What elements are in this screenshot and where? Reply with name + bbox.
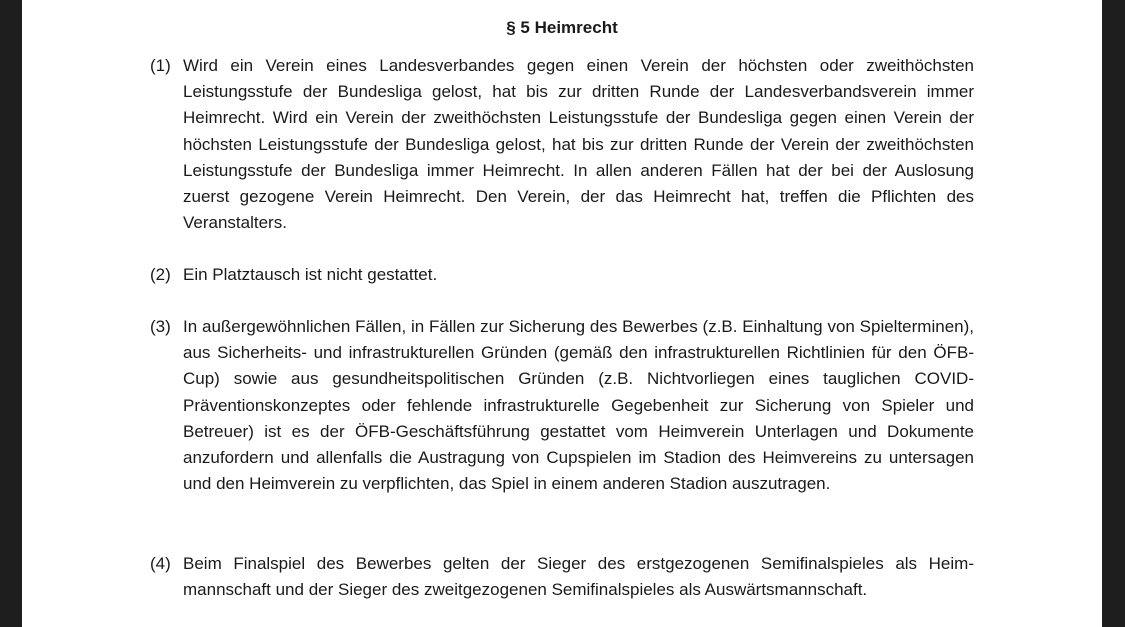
paragraph-4 <box>150 551 974 603</box>
paragraph-1 <box>150 53 974 236</box>
paragraph-number: (1) <box>150 56 171 75</box>
paragraph-2 <box>150 262 974 288</box>
paragraph-number: (4) <box>150 554 171 573</box>
paragraph-number: (2) <box>150 265 171 284</box>
paragraph-number: (3) <box>150 317 171 336</box>
paragraph-text: In außergewöhnlichen Fällen, in Fällen zur Sicherung des Bewerbes (z.B. Einhaltung von Spielterminen), aus Sicherheits- und infrastrukturellen Gründen (gemäß den infrastrukturellen Richtlinien für den ÖFB-Cup) sowie aus gesundheitspolitischen Gründen (z.B. Nichtvorliegen eines tauglichen COVID-Präventionskonzeptes oder fehlende infrastrukturelle Gegebenheit zur Sicherung von Spieler und Betreuer) ist es der ÖFB-Geschäftsführung gestattet vom Heimverein Unterlagen und Dokumente anzufordern und allenfalls die Austragung von Cupspielen im Stadion des Heimvereins zu untersagen und den Heimverein zu verpflichten, das Spiel in einem anderen Stadion auszutragen. <box>183 317 974 494</box>
paragraph-3 <box>150 314 974 497</box>
section-heading: § 5 Heimrecht <box>506 18 618 37</box>
paragraph-text: Beim Finalspiel des Bewerbes gelten der Sieger des erstgezogenen Semifinalspieles als Heimmannschaft und der Sieger des zweitgezogenen Semifinalspieles als Auswärtsmannschaft. <box>183 554 974 600</box>
paragraph-text: Wird ein Verein eines Landesverbandes gegen einen Verein der höchsten oder zweithöchsten Leistungsstufe der Bundesliga gelost, hat bis zur dritten Runde der Landesverbandsverein immer Heimrecht. Wird ein Verein der zweithöchsten Leistungsstufe der Bundesliga gegen einen Verein der höchsten Leistungsstufe der Bundesliga gelost, hat bis zur dritten Runde der Verein der zweithöchsten Leistungsstufe der Bundesliga immer Heimrecht. In allen anderen Fällen hat der bei der Auslosung zuerst gezogene Verein Heimrecht. Den Verein, der das Heimrecht hat, treffen die Pflichten des Veranstalters. <box>183 56 974 233</box>
document-page <box>22 0 1102 627</box>
paragraph-text: Ein Platztausch ist nicht gestattet. <box>183 265 438 284</box>
